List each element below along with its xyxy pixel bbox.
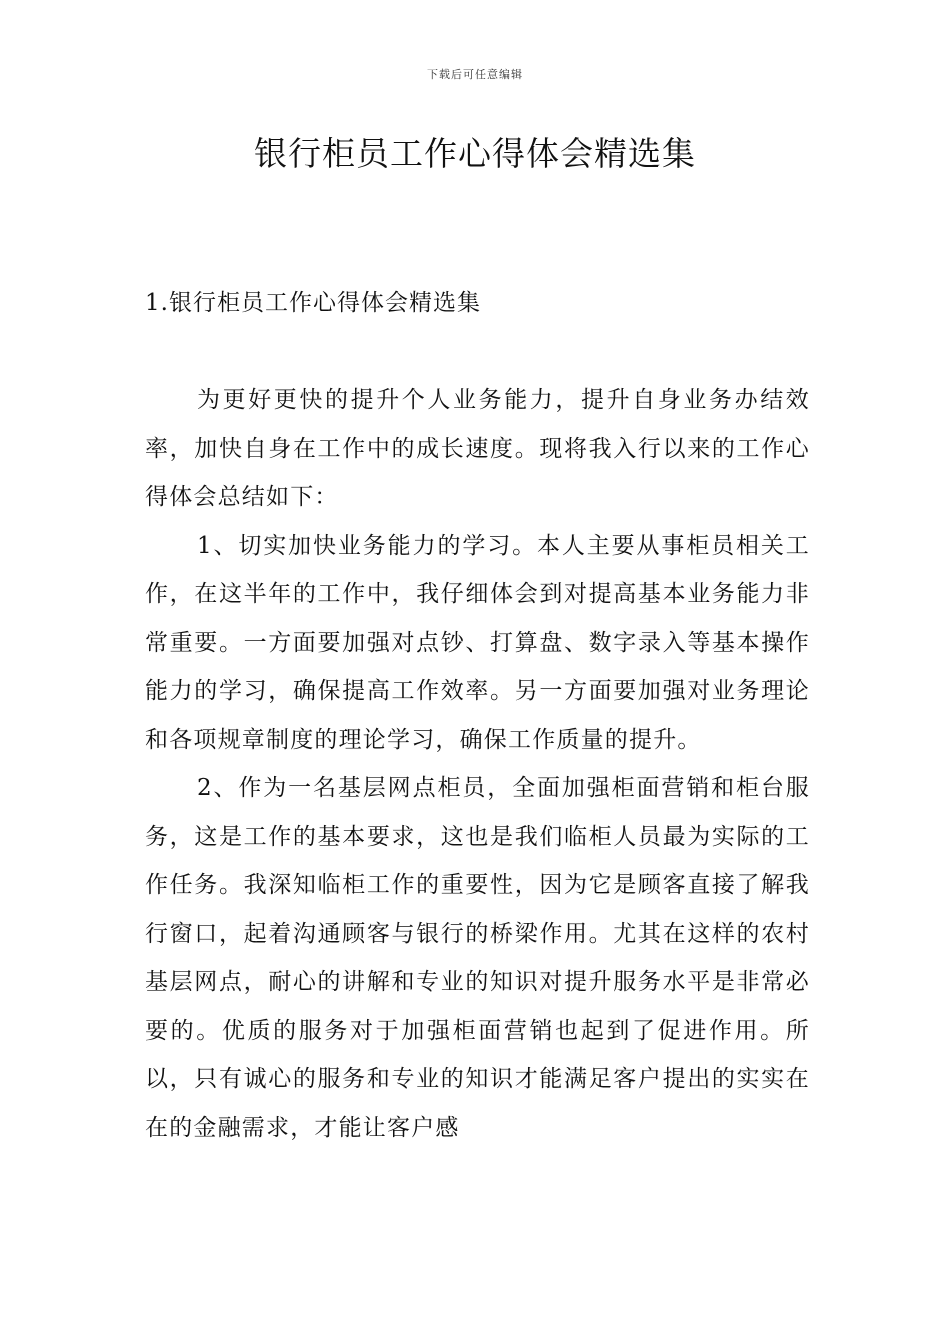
header-note: 下载后可任意编辑	[427, 68, 523, 81]
paragraph-point-1: 1、切实加快业务能力的学习。本人主要从事柜员相关工作，在这半年的工作中，我仔细体会到对提高基本业务能力非常重要。一方面要加强对点钞、打算盘、数字录入等基本操作能力的学习，确保提高工作效率。另一方面要加强对业务理论和各项规章制度的理论学习，确保工作质量的提升。	[145, 532, 810, 753]
body-text	[145, 376, 810, 1152]
paragraph-point-2: 2、作为一名基层网点柜员，全面加强柜面营销和柜台服务，这是工作的基本要求，这也是我们临柜人员最为实际的工作任务。我深知临柜工作的重要性，因为它是顾客直接了解我行窗口，起着沟通顾客与银行的桥梁作用。尤其在这样的农村基层网点，耐心的讲解和专业的知识对提升服务水平是非常必要的。优质的服务对于加强柜面营销也起到了促进作用。所以，只有诚心的服务和专业的知识才能满足客户提出的实实在在的金融需求，才能让客户感	[145, 775, 810, 1141]
paragraph-intro: 为更好更快的提升个人业务能力，提升自身业务办结效率，加快自身在工作中的成长速度。现将我入行以来的工作心得体会总结如下：	[145, 387, 810, 510]
section-heading: 1.银行柜员工作心得体会精选集	[145, 290, 481, 316]
document-title: 银行柜员工作心得体会精选集	[254, 134, 696, 173]
